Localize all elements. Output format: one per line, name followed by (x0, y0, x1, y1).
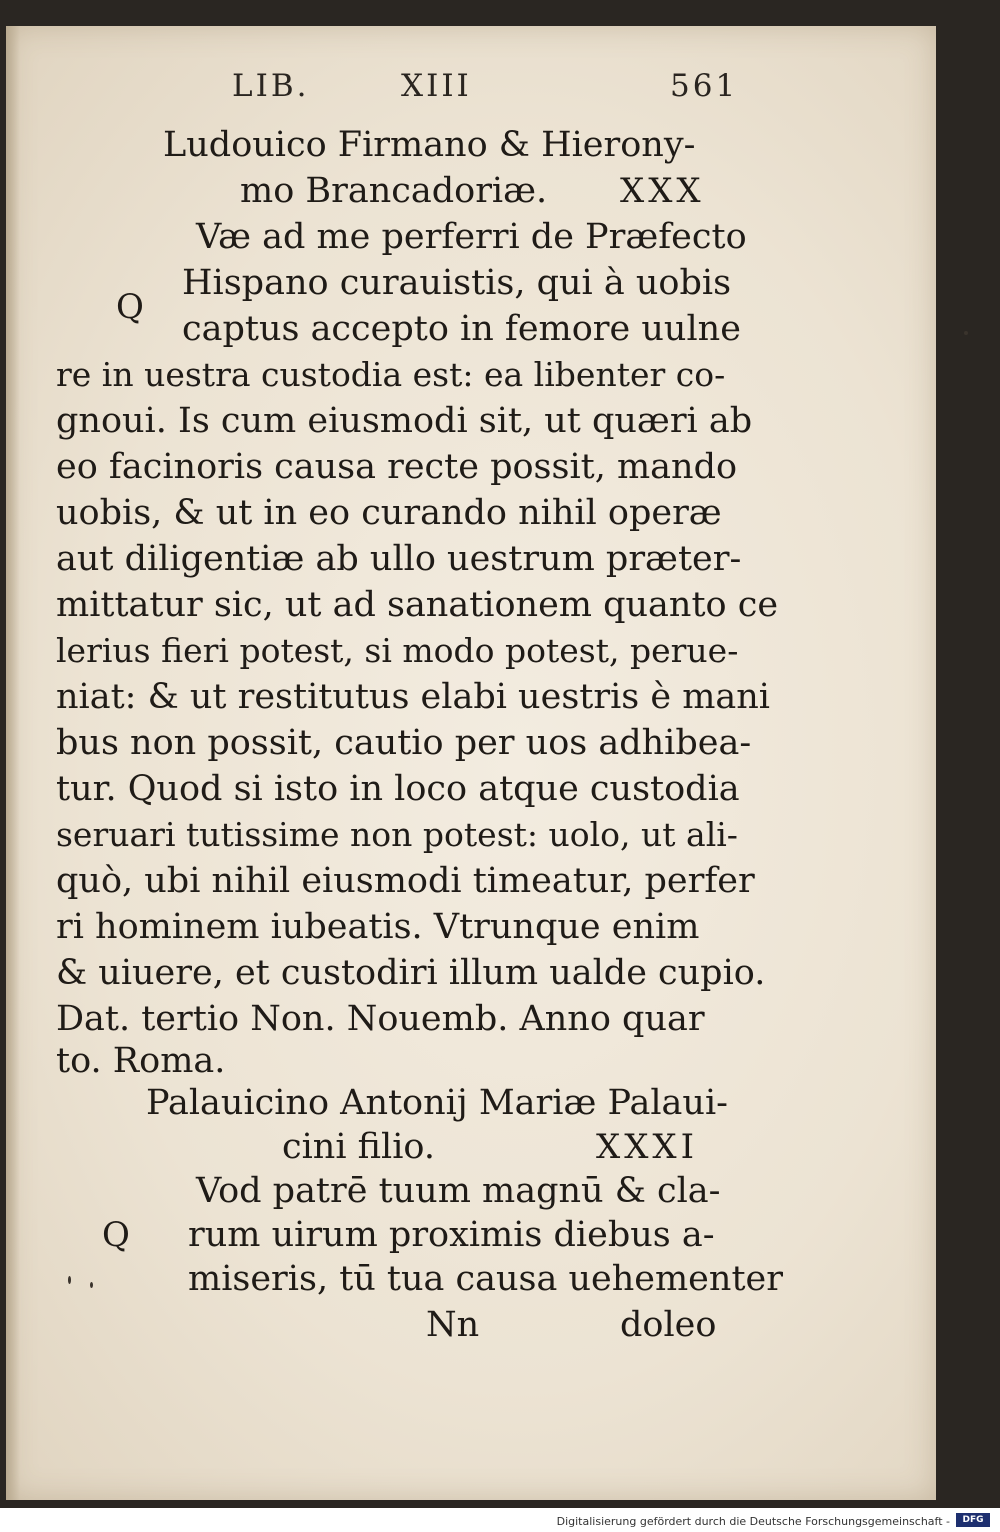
footer-credit: Digitalisierung gefördert durch die Deutsche Forschungsgemeinschaft - (556, 1515, 950, 1528)
letter-30-body-line: niat: & ut restitutus elabi uestris è mani (56, 677, 770, 717)
paper-speck (68, 1276, 71, 1284)
signature-mark: Nn (426, 1305, 480, 1345)
letter-30-body-line: Hispano curauistis, qui à uobis (182, 263, 732, 303)
letter-30-body-line: lerius fieri potest, si modo potest, perue- (56, 631, 739, 670)
paper-speck (90, 1282, 93, 1288)
letter-30-body-line: Væ ad me perferri de Præfecto (196, 217, 747, 257)
dfg-logo: DFG (956, 1513, 990, 1527)
letter-30-heading-line-1: Ludouico Firmano & Hierony- (163, 125, 696, 165)
letter-30-body-line: re in uestra custodia est: ea libenter co- (56, 355, 726, 394)
letter-31-body-line: Vod patrē tuum magnū & cla- (196, 1171, 721, 1211)
letter-30-body-line: uobis, & ut in eo curando nihil operæ (56, 493, 722, 533)
letter-30-body-line: mittatur sic, ut ad sanationem quanto ce (56, 585, 779, 625)
catchword: doleo (620, 1305, 717, 1345)
letter-30-body-line: gnoui. Is cum eiusmodi sit, ut quæri ab (56, 401, 753, 441)
letter-30-body-line: quò, ubi nihil eiusmodi timeatur, perfer (56, 861, 755, 901)
letter-30-body-line: bus non possit, cautio per uos adhibea- (56, 723, 752, 763)
letter-30-body-line: ri hominem iubeatis. Vtrunque enim (56, 907, 700, 947)
letter-30-body-line: eo facinoris causa recte possit, mando (56, 447, 738, 487)
letter-30-body-line: & uiuere, et custodiri illum ualde cupio. (56, 953, 766, 993)
running-head-book-number: XIII (401, 68, 472, 104)
book-page (6, 26, 936, 1500)
paper-speck (964, 331, 968, 335)
letter-31-body-line: miseris, tū tua causa uehementer (188, 1259, 783, 1299)
letter-31-initial-guide: Q (102, 1215, 130, 1255)
page-gutter-shadow (6, 26, 20, 1500)
letter-30-body-line: captus accepto in femore uulne (182, 309, 741, 349)
letter-31-number: XXXI (596, 1127, 699, 1167)
letter-30-body-line: aut diligentiæ ab ullo uestrum præter- (56, 539, 742, 579)
letter-30-body-line: to. Roma. (56, 1041, 226, 1081)
letter-30-body-line: tur. Quod si isto in loco atque custodia (56, 769, 740, 809)
letter-30-initial-guide: Q (116, 287, 144, 327)
letter-30-number: XXX (620, 171, 705, 211)
letter-30-body-line: seruari tutissime non potest: uolo, ut ali- (56, 815, 738, 854)
letter-30-heading-line-2: mo Brancadoriæ. (240, 171, 548, 211)
running-head (6, 64, 936, 114)
running-head-lib: LIB. (232, 68, 310, 104)
letter-31-body-line: rum uirum proximis diebus a- (188, 1215, 715, 1255)
letter-31-heading-line-2: cini filio. (282, 1127, 435, 1167)
page-number: 561 (670, 68, 739, 104)
letter-30-body-line: Dat. tertio Non. Nouemb. Anno quar (56, 999, 705, 1039)
letter-31-heading-line-1: Palauicino Antonij Mariæ Palaui- (146, 1083, 728, 1123)
